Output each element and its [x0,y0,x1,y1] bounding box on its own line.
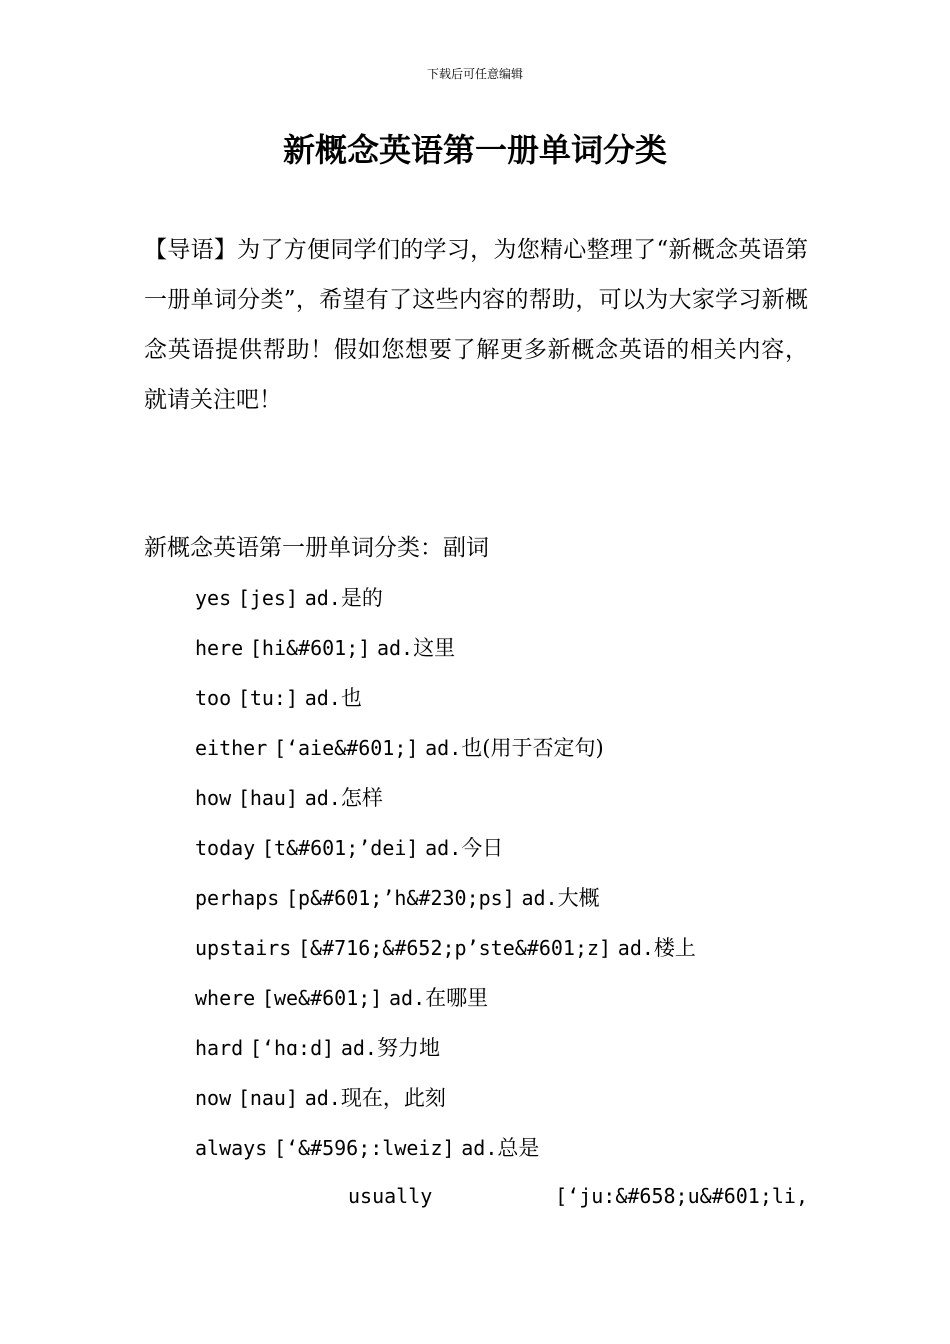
vocab-phonetic: [‘ju:&#658;u&#601;li, [555,1184,808,1208]
vocab-pos: ad. [521,886,558,910]
vocab-phonetic: [tu:] [237,686,299,710]
vocab-entry [195,573,696,623]
vocab-word: here [195,636,244,660]
intro-paragraph: 【导语】为了方便同学们的学习，为您精心整理了“新概念英语第一册单词分类”，希望有了这些内容的帮助，可以为大家学习新概念英语提供帮助！假如您想要了解更多新概念英语的相关内容，就请关注吧！ [144,237,808,413]
vocab-word: perhaps [195,886,280,910]
vocab-phonetic: [&#716;&#652;p’ste&#601;z] [298,936,612,960]
vocab-word: how [195,786,232,810]
vocab-pos: ad. [425,836,462,860]
vocab-phonetic: [hi&#601;] [249,636,371,660]
vocab-word: always [195,1136,268,1160]
vocab-meaning: 努力地 [376,1036,440,1060]
vocab-word: usually [348,1184,433,1208]
vocab-meaning: 这里 [413,636,456,660]
vocab-entry [195,623,696,673]
vocab-entry [195,873,696,923]
vocab-phonetic: [hau] [237,786,299,810]
vocab-phonetic: [‘&#596;:lweiz] [273,1136,455,1160]
vocab-word: either [195,736,268,760]
vocab-phonetic: [jes] [237,586,299,610]
vocab-phonetic: [‘aie&#601;] [273,736,419,760]
vocab-pos: ad. [304,586,341,610]
vocab-entry [195,1023,696,1073]
vocab-phonetic: [‘hɑ:d] [249,1036,335,1060]
vocab-word: yes [195,586,232,610]
vocab-entry [195,723,696,773]
vocab-pos: ad. [304,1086,341,1110]
vocab-meaning: 楼上 [653,936,696,960]
vocab-word: where [195,986,256,1010]
vocab-entry [195,1123,696,1173]
vocab-phonetic: [t&#601;’dei] [261,836,419,860]
section-heading: 新概念英语第一册单词分类：副词 [144,535,489,561]
vocab-pos: ad. [304,686,341,710]
vocab-list [195,573,696,1173]
vocab-phonetic: [we&#601;] [261,986,383,1010]
vocab-pos: ad. [304,786,341,810]
document-title: 新概念英语第一册单词分类 [282,131,667,169]
vocab-phonetic: [nau] [237,1086,299,1110]
vocab-pos: ad. [425,736,462,760]
vocab-word: hard [195,1036,244,1060]
vocab-pos: ad. [461,1136,498,1160]
vocab-pos: ad. [389,986,426,1010]
vocab-entry [195,823,696,873]
vocab-meaning: 现在，此刻 [340,1086,446,1110]
vocab-entry [195,923,696,973]
vocab-entry [195,773,696,823]
vocab-meaning: 是的 [340,586,383,610]
vocab-phonetic: [p&#601;’h&#230;ps] [285,886,515,910]
vocab-meaning: 总是 [497,1136,540,1160]
vocab-entry [195,973,696,1023]
vocab-meaning: 也 [340,686,362,710]
vocab-meaning: 大概 [557,886,600,910]
vocab-word: today [195,836,256,860]
vocab-pos: ad. [376,636,414,660]
vocab-pos: ad. [617,936,654,960]
vocab-meaning: 在哪里 [425,986,489,1010]
vocab-entry-partial [348,1171,808,1221]
vocab-entry [195,673,696,723]
header-note: 下载后可任意编辑 [426,67,523,81]
vocab-meaning: 也(用于否定句) [461,736,604,760]
vocab-pos: ad. [340,1036,377,1060]
vocab-entry [195,1073,696,1123]
vocab-meaning: 今日 [461,836,504,860]
vocab-meaning: 怎样 [340,786,383,810]
vocab-word: too [195,686,232,710]
vocab-word: upstairs [195,936,292,960]
vocab-word: now [195,1086,232,1110]
